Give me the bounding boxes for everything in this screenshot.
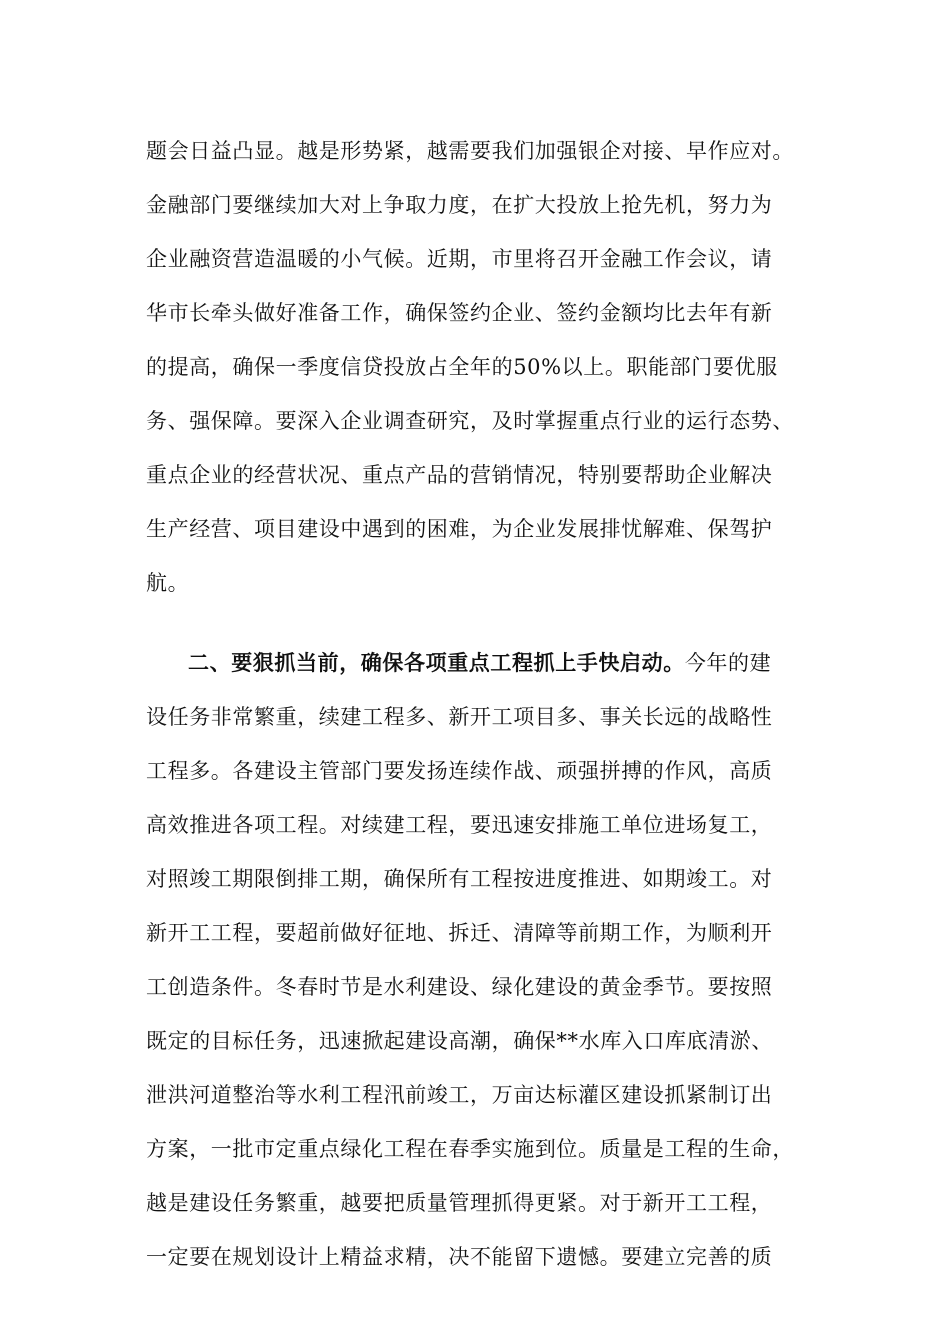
text-line: 航。 <box>146 571 190 595</box>
text-line-first <box>146 636 818 690</box>
text-line: 务、强保障。要深入企业调查研究，及时掌握重点行业的运行态势、 <box>146 409 794 433</box>
text-line: 题会日益凸显。越是形势紧，越需要我们加强银企对接、早作应对。 <box>146 139 794 163</box>
text-line: 工程多。各建设主管部门要发扬连续作战、顽强拼搏的作风，高质 <box>146 759 773 783</box>
text-line: 既定的目标任务，迅速掀起建设高潮，确保**水库入口库底清淤、 <box>146 1029 773 1053</box>
text-line: 方案，一批市定重点绿化工程在春季实施到位。质量是工程的生命， <box>146 1137 794 1161</box>
text-line: 生产经营、项目建设中遇到的困难，为企业发展排忧解难、保驾护 <box>146 517 773 541</box>
text-line: 泄洪河道整治等水利工程汛前竣工，万亩达标灌区建设抓紧制订出 <box>146 1083 773 1107</box>
text-line: 新开工工程，要超前做好征地、拆迁、清障等前期工作，为顺利开 <box>146 921 773 945</box>
text-line: 企业融资营造温暖的小气候。近期，市里将召开金融工作会议，请 <box>146 247 773 271</box>
text-line: 工创造条件。冬春时节是水利建设、绿化建设的黄金季节。要按照 <box>146 975 773 999</box>
text-line: 高效推进各项工程。对续建工程，要迅速安排施工单位进场复工， <box>146 813 773 837</box>
text-line: 一定要在规划设计上精益求精，决不能留下遗憾。要建立完善的质 <box>146 1245 773 1269</box>
section-heading: 二、要狠抓当前，确保各项重点工程抓上手快启动。 <box>188 650 685 675</box>
text-line: 对照竣工期限倒排工期，确保所有工程按进度推进、如期竣工。对 <box>146 867 773 891</box>
paragraph-financial-support <box>146 124 818 610</box>
text-line: 金融部门要继续加大对上争取力度，在扩大投放上抢先机，努力为 <box>146 193 773 217</box>
text-line: 设任务非常繁重，续建工程多、新开工项目多、事关长远的战略性 <box>146 705 773 729</box>
text-line: 的提高，确保一季度信贷投放占全年的50%以上。职能部门要优服 <box>146 355 778 379</box>
text-line: 重点企业的经营状况、重点产品的营销情况，特别要帮助企业解决 <box>146 463 773 487</box>
text-line: 越是建设任务繁重，越要把质量管理抓得更紧。对于新开工工程， <box>146 1191 773 1215</box>
heading-continuation: 今年的建 <box>684 651 772 675</box>
paragraph-key-projects <box>146 636 818 1284</box>
text-line: 华市长牵头做好准备工作，确保签约企业、签约金额均比去年有新 <box>146 301 773 325</box>
